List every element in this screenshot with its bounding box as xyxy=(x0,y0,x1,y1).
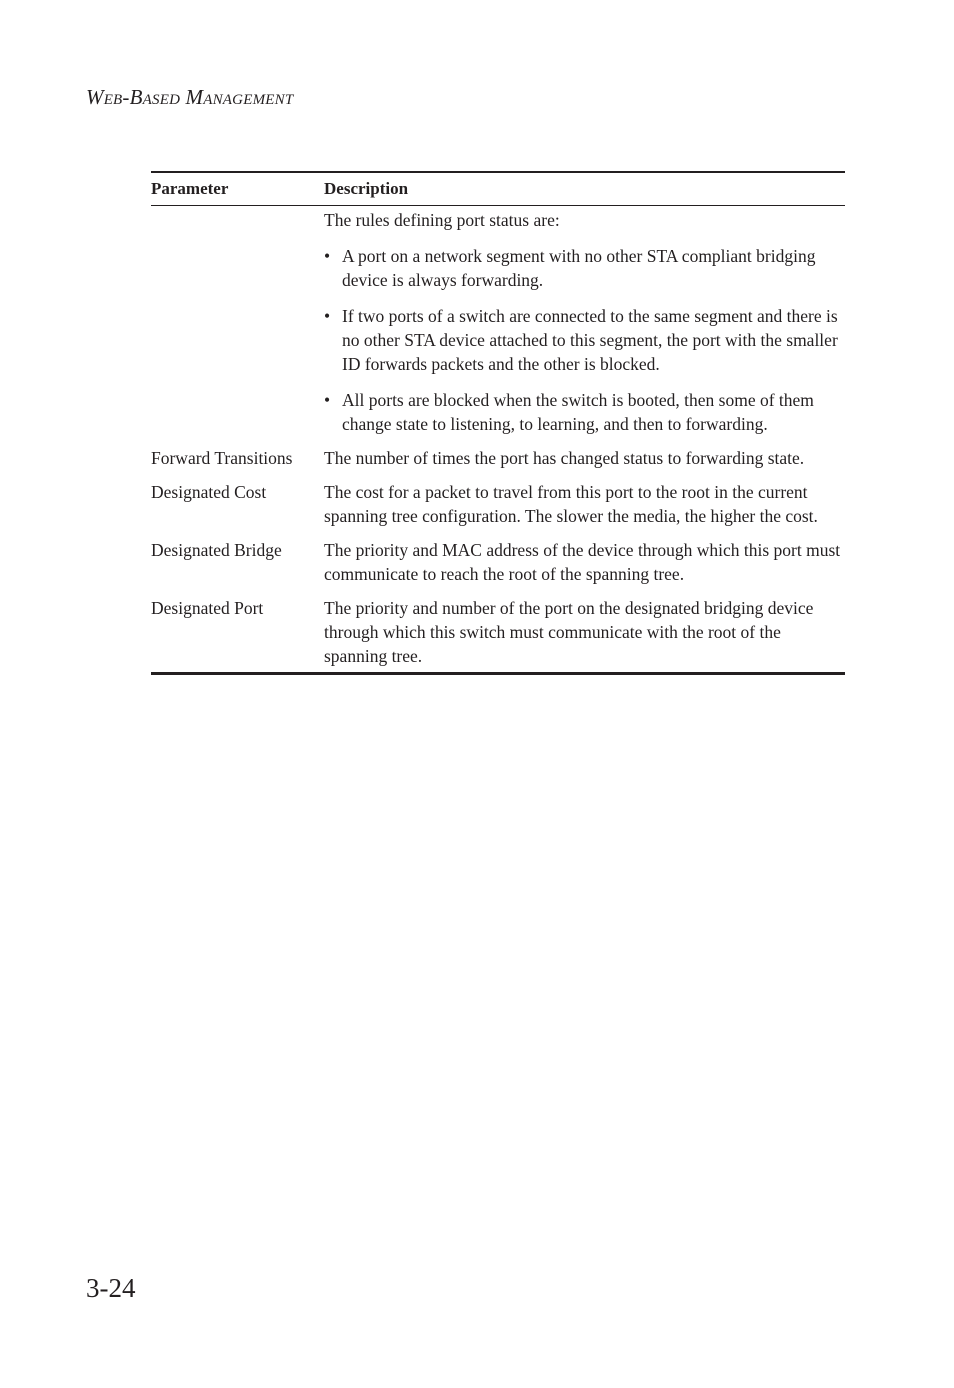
description-cell: The priority and MAC address of the device through which this port must communicate to reach the root of the spanning tree. xyxy=(324,540,841,584)
table-header-row xyxy=(151,172,845,206)
description-cell: The priority and number of the port on the designated bridging device through which this switch must communicate with the root of the spanning tree. xyxy=(324,596,845,674)
table-row xyxy=(151,446,845,480)
parameter-cell: Forward Transitions xyxy=(151,448,293,468)
status-rules-intro: The rules defining port status are: xyxy=(324,210,560,230)
status-rule-text: If two ports of a switch are connected to the same segment and there is no other STA device attached to this segment, the port with the smaller ID forwards packets and the other is blocked. xyxy=(342,306,838,374)
table-row xyxy=(151,480,845,538)
parameter-cell: Designated Bridge xyxy=(151,540,282,560)
table-row xyxy=(151,538,845,596)
description-cell xyxy=(324,206,845,447)
page-number: 3-24 xyxy=(86,1273,136,1303)
parameter-table xyxy=(151,171,845,675)
description-cell: The cost for a packet to travel from this port to the root in the current spanning tree configuration. The slower the media, the higher the cost. xyxy=(324,482,818,526)
column-header-description: Description xyxy=(324,172,845,206)
bullet-icon: • xyxy=(324,306,331,326)
table-row xyxy=(151,206,845,447)
status-rule-item xyxy=(324,304,845,376)
parameter-cell: Designated Cost xyxy=(151,482,267,502)
status-rule-text: All ports are blocked when the switch is booted, then some of them change state to listening, to learning, and then to forwarding. xyxy=(342,390,814,434)
table-row xyxy=(151,596,845,674)
bullet-icon: • xyxy=(324,246,331,266)
bullet-icon: • xyxy=(324,390,331,410)
status-rules-list xyxy=(324,244,845,436)
parameter-cell: Designated Port xyxy=(151,596,324,674)
description-cell: The number of times the port has changed status to forwarding state. xyxy=(324,448,805,468)
parameter-cell-empty xyxy=(151,206,324,447)
running-header: Web-Based Management xyxy=(86,85,294,109)
column-header-parameter: Parameter xyxy=(151,172,324,206)
status-rule-item xyxy=(324,244,845,292)
status-rule-text: A port on a network segment with no other STA compliant bridging device is always forwarding. xyxy=(342,246,816,290)
status-rule-item xyxy=(324,388,845,436)
